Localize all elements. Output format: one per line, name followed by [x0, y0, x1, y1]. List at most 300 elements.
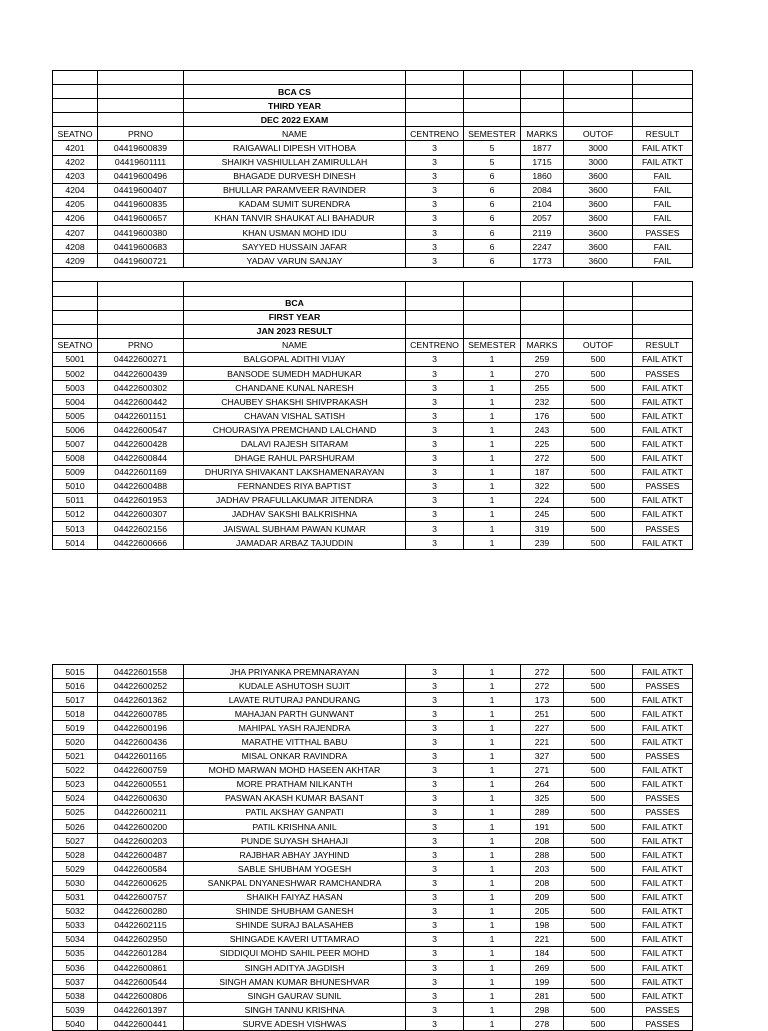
cell-marks: 1773 — [521, 254, 564, 268]
cell-seatno: 5033 — [53, 918, 98, 932]
cell-seatno: 5028 — [53, 848, 98, 862]
cell-seatno: 5040 — [53, 1017, 98, 1031]
cell-prno: 04422602115 — [98, 918, 184, 932]
cell-result: FAIL — [633, 240, 693, 254]
cell-seatno: 5032 — [53, 904, 98, 918]
cell-seatno: 4207 — [53, 226, 98, 240]
cell-semester: 6 — [464, 169, 521, 183]
cell-prno: 04422600861 — [98, 960, 184, 974]
cell-outof: 500 — [564, 451, 633, 465]
cell-prno: 04422601397 — [98, 1003, 184, 1017]
empty-cell — [98, 99, 184, 113]
cell-centreno: 3 — [406, 183, 464, 197]
cell-prno: 04422600211 — [98, 805, 184, 819]
cell-marks: 184 — [521, 946, 564, 960]
section-title: BCA — [184, 296, 406, 310]
cell-marks: 270 — [521, 366, 564, 380]
cell-prno: 04422600442 — [98, 395, 184, 409]
cell-outof: 500 — [564, 763, 633, 777]
cell-marks: 269 — [521, 960, 564, 974]
cell-name: MOHD MARWAN MOHD HASEEN AKHTAR — [184, 763, 406, 777]
cell-outof: 500 — [564, 834, 633, 848]
cell-prno: 04422602950 — [98, 932, 184, 946]
cell-centreno: 3 — [406, 409, 464, 423]
cell-prno: 04422600436 — [98, 735, 184, 749]
table-row — [53, 721, 693, 735]
cell-name: SINGH TANNU KRISHNA — [184, 1003, 406, 1017]
table-row — [53, 876, 693, 890]
cell-name: RAJBHAR ABHAY JAYHIND — [184, 848, 406, 862]
cell-prno: 04422600551 — [98, 777, 184, 791]
cell-prno: 04422602156 — [98, 522, 184, 536]
empty-cell — [633, 268, 693, 282]
empty-cell — [564, 85, 633, 99]
cell-result: FAIL ATKT — [633, 876, 693, 890]
cell-marks: 225 — [521, 437, 564, 451]
cell-semester: 1 — [464, 862, 521, 876]
cell-semester: 1 — [464, 679, 521, 693]
cell-seatno: 4205 — [53, 197, 98, 211]
cell-seatno: 5026 — [53, 820, 98, 834]
cell-semester: 1 — [464, 522, 521, 536]
cell-centreno: 3 — [406, 693, 464, 707]
table-row — [53, 665, 693, 679]
cell-name: SANKPAL DNYANESHWAR RAMCHANDRA — [184, 876, 406, 890]
empty-cell — [53, 310, 98, 324]
cell-name: SHINDE SHUBHAM GANESH — [184, 904, 406, 918]
cell-outof: 500 — [564, 960, 633, 974]
empty-cell — [464, 282, 521, 296]
header-outof: OUTOF — [564, 338, 633, 352]
cell-name: SIDDIQUI MOHD SAHIL PEER MOHD — [184, 946, 406, 960]
cell-prno: 04422600785 — [98, 707, 184, 721]
cell-outof: 3600 — [564, 226, 633, 240]
cell-centreno: 3 — [406, 848, 464, 862]
cell-centreno: 3 — [406, 240, 464, 254]
cell-prno: 04422600203 — [98, 834, 184, 848]
cell-centreno: 3 — [406, 932, 464, 946]
cell-centreno: 3 — [406, 254, 464, 268]
cell-prno: 04422600759 — [98, 763, 184, 777]
cell-centreno: 3 — [406, 975, 464, 989]
section-title: DEC 2022 EXAM — [184, 113, 406, 127]
empty-cell — [406, 268, 464, 282]
empty-cell — [406, 71, 464, 85]
cell-centreno: 3 — [406, 862, 464, 876]
cell-semester: 1 — [464, 493, 521, 507]
header-centreno: CENTRENO — [406, 338, 464, 352]
cell-seatno: 5015 — [53, 665, 98, 679]
cell-name: MORE PRATHAM NILKANTH — [184, 777, 406, 791]
cell-marks: 281 — [521, 989, 564, 1003]
section-title-row — [53, 310, 693, 324]
cell-semester: 1 — [464, 763, 521, 777]
table-row — [53, 155, 693, 169]
table-row — [53, 777, 693, 791]
cell-result: FAIL ATKT — [633, 918, 693, 932]
empty-cell — [521, 113, 564, 127]
cell-outof: 500 — [564, 848, 633, 862]
cell-seatno: 5014 — [53, 536, 98, 550]
cell-seatno: 5036 — [53, 960, 98, 974]
cell-seatno: 5027 — [53, 834, 98, 848]
empty-cell — [564, 296, 633, 310]
cell-result: FAIL ATKT — [633, 409, 693, 423]
cell-centreno: 3 — [406, 395, 464, 409]
table-row — [53, 352, 693, 366]
table-row — [53, 522, 693, 536]
cell-name: SINGH AMAN KUMAR BHUNESHVAR — [184, 975, 406, 989]
empty-cell — [406, 85, 464, 99]
cell-result: FAIL ATKT — [633, 946, 693, 960]
cell-outof: 500 — [564, 805, 633, 819]
cell-prno: 04419600657 — [98, 211, 184, 225]
cell-semester: 1 — [464, 352, 521, 366]
section-title-row — [53, 324, 693, 338]
cell-result: FAIL ATKT — [633, 848, 693, 862]
empty-cell — [98, 71, 184, 85]
cell-result: FAIL — [633, 197, 693, 211]
cell-seatno: 5039 — [53, 1003, 98, 1017]
cell-result: FAIL ATKT — [633, 707, 693, 721]
cell-marks: 198 — [521, 918, 564, 932]
cell-result: PASSES — [633, 226, 693, 240]
cell-name: SURVE ADESH VISHWAS — [184, 1017, 406, 1031]
cell-centreno: 3 — [406, 211, 464, 225]
cell-outof: 500 — [564, 1017, 633, 1031]
cell-semester: 1 — [464, 932, 521, 946]
header-seatno: SEATNO — [53, 127, 98, 141]
table-row — [53, 791, 693, 805]
cell-semester: 1 — [464, 665, 521, 679]
cell-result: FAIL ATKT — [633, 451, 693, 465]
table-row — [53, 834, 693, 848]
cell-semester: 6 — [464, 254, 521, 268]
empty-cell — [98, 282, 184, 296]
cell-outof: 3600 — [564, 211, 633, 225]
cell-name: SINGH GAURAV SUNIL — [184, 989, 406, 1003]
table-row — [53, 693, 693, 707]
cell-result: FAIL ATKT — [633, 693, 693, 707]
cell-centreno: 3 — [406, 679, 464, 693]
table-row — [53, 437, 693, 451]
cell-marks: 319 — [521, 522, 564, 536]
header-result: RESULT — [633, 338, 693, 352]
section-title: JAN 2023 RESULT — [184, 324, 406, 338]
cell-seatno: 5034 — [53, 932, 98, 946]
cell-prno: 04422600307 — [98, 507, 184, 521]
cell-centreno: 3 — [406, 735, 464, 749]
cell-marks: 327 — [521, 749, 564, 763]
cell-name: JAMADAR ARBAZ TAJUDDIN — [184, 536, 406, 550]
cell-name: PASWAN AKASH KUMAR BASANT — [184, 791, 406, 805]
table-row — [53, 141, 693, 155]
cell-result: FAIL ATKT — [633, 763, 693, 777]
cell-name: JHA PRIYANKA PREMNARAYAN — [184, 665, 406, 679]
results-table-bottom — [52, 664, 693, 1031]
cell-name: KHAN TANVIR SHAUKAT ALI BAHADUR — [184, 211, 406, 225]
cell-centreno: 3 — [406, 904, 464, 918]
empty-cell — [464, 85, 521, 99]
empty-cell — [464, 113, 521, 127]
cell-outof: 500 — [564, 1003, 633, 1017]
cell-centreno: 3 — [406, 834, 464, 848]
cell-centreno: 3 — [406, 820, 464, 834]
cell-seatno: 5019 — [53, 721, 98, 735]
cell-name: CHOURASIYA PREMCHAND LALCHAND — [184, 423, 406, 437]
table-row — [53, 862, 693, 876]
section-title-row — [53, 99, 693, 113]
cell-result: FAIL ATKT — [633, 904, 693, 918]
empty-cell — [521, 99, 564, 113]
blank-row — [53, 71, 693, 85]
cell-name: JADHAV PRAFULLAKUMAR JITENDRA — [184, 493, 406, 507]
empty-cell — [53, 296, 98, 310]
table-row — [53, 918, 693, 932]
section-title: BCA CS — [184, 85, 406, 99]
empty-cell — [633, 113, 693, 127]
cell-outof: 500 — [564, 409, 633, 423]
empty-cell — [564, 324, 633, 338]
table-row — [53, 932, 693, 946]
cell-marks: 187 — [521, 465, 564, 479]
cell-marks: 209 — [521, 890, 564, 904]
cell-outof: 500 — [564, 820, 633, 834]
cell-marks: 278 — [521, 1017, 564, 1031]
cell-outof: 500 — [564, 932, 633, 946]
cell-marks: 245 — [521, 507, 564, 521]
cell-marks: 272 — [521, 665, 564, 679]
cell-marks: 1877 — [521, 141, 564, 155]
cell-prno: 04419601111 — [98, 155, 184, 169]
cell-seatno: 5008 — [53, 451, 98, 465]
cell-marks: 325 — [521, 791, 564, 805]
cell-outof: 500 — [564, 465, 633, 479]
cell-semester: 1 — [464, 409, 521, 423]
table-row — [53, 381, 693, 395]
cell-prno: 04422600439 — [98, 366, 184, 380]
cell-marks: 251 — [521, 707, 564, 721]
cell-seatno: 4206 — [53, 211, 98, 225]
cell-centreno: 3 — [406, 381, 464, 395]
table-row — [53, 536, 693, 550]
cell-outof: 3600 — [564, 169, 633, 183]
cell-name: MARATHE VITTHAL BABU — [184, 735, 406, 749]
cell-name: BHULLAR PARAMVEER RAVINDER — [184, 183, 406, 197]
header-centreno: CENTRENO — [406, 127, 464, 141]
cell-semester: 1 — [464, 975, 521, 989]
cell-seatno: 5005 — [53, 409, 98, 423]
cell-semester: 1 — [464, 989, 521, 1003]
header-prno: PRNO — [98, 338, 184, 352]
cell-result: FAIL ATKT — [633, 465, 693, 479]
cell-marks: 1715 — [521, 155, 564, 169]
header-name: NAME — [184, 338, 406, 352]
cell-prno: 04422600630 — [98, 791, 184, 805]
cell-outof: 500 — [564, 946, 633, 960]
cell-outof: 500 — [564, 876, 633, 890]
cell-outof: 500 — [564, 381, 633, 395]
table-row — [53, 465, 693, 479]
cell-prno: 04419600380 — [98, 226, 184, 240]
header-seatno: SEATNO — [53, 338, 98, 352]
table-row — [53, 735, 693, 749]
section-title-row — [53, 296, 693, 310]
cell-prno: 04422601953 — [98, 493, 184, 507]
cell-result: FAIL ATKT — [633, 155, 693, 169]
cell-result: FAIL ATKT — [633, 395, 693, 409]
cell-seatno: 5020 — [53, 735, 98, 749]
results-table-top — [52, 70, 693, 550]
cell-name: YADAV VARUN SANJAY — [184, 254, 406, 268]
table-row — [53, 493, 693, 507]
cell-centreno: 3 — [406, 536, 464, 550]
cell-name: BANSODE SUMEDH MADHUKAR — [184, 366, 406, 380]
cell-semester: 1 — [464, 707, 521, 721]
empty-cell — [406, 310, 464, 324]
cell-semester: 1 — [464, 423, 521, 437]
cell-seatno: 5017 — [53, 693, 98, 707]
cell-prno: 04422600666 — [98, 536, 184, 550]
cell-prno: 04422600547 — [98, 423, 184, 437]
cell-marks: 322 — [521, 479, 564, 493]
cell-outof: 500 — [564, 479, 633, 493]
cell-result: FAIL ATKT — [633, 932, 693, 946]
table-row — [53, 820, 693, 834]
cell-centreno: 3 — [406, 946, 464, 960]
cell-semester: 1 — [464, 848, 521, 862]
cell-marks: 199 — [521, 975, 564, 989]
cell-seatno: 5029 — [53, 862, 98, 876]
empty-cell — [633, 310, 693, 324]
cell-semester: 1 — [464, 791, 521, 805]
cell-prno: 04422600844 — [98, 451, 184, 465]
cell-marks: 2119 — [521, 226, 564, 240]
cell-prno: 04422601284 — [98, 946, 184, 960]
cell-marks: 259 — [521, 352, 564, 366]
cell-marks: 289 — [521, 805, 564, 819]
cell-seatno: 5037 — [53, 975, 98, 989]
cell-centreno: 3 — [406, 423, 464, 437]
cell-prno: 04419600496 — [98, 169, 184, 183]
cell-outof: 500 — [564, 366, 633, 380]
cell-seatno: 5010 — [53, 479, 98, 493]
empty-cell — [98, 324, 184, 338]
cell-marks: 208 — [521, 834, 564, 848]
cell-outof: 500 — [564, 707, 633, 721]
cell-prno: 04422600806 — [98, 989, 184, 1003]
cell-seatno: 5012 — [53, 507, 98, 521]
empty-cell — [53, 85, 98, 99]
empty-cell — [98, 113, 184, 127]
empty-cell — [633, 85, 693, 99]
cell-outof: 3000 — [564, 155, 633, 169]
empty-cell — [184, 268, 406, 282]
empty-cell — [464, 268, 521, 282]
cell-prno: 04422600487 — [98, 848, 184, 862]
cell-semester: 5 — [464, 155, 521, 169]
header-name: NAME — [184, 127, 406, 141]
cell-centreno: 3 — [406, 141, 464, 155]
cell-prno: 04422600200 — [98, 820, 184, 834]
cell-semester: 6 — [464, 211, 521, 225]
column-header-row — [53, 127, 693, 141]
cell-semester: 1 — [464, 465, 521, 479]
cell-outof: 500 — [564, 791, 633, 805]
cell-semester: 6 — [464, 240, 521, 254]
cell-semester: 1 — [464, 507, 521, 521]
cell-marks: 272 — [521, 451, 564, 465]
cell-seatno: 5031 — [53, 890, 98, 904]
cell-outof: 500 — [564, 679, 633, 693]
cell-seatno: 5024 — [53, 791, 98, 805]
cell-marks: 176 — [521, 409, 564, 423]
cell-seatno: 5004 — [53, 395, 98, 409]
cell-result: PASSES — [633, 679, 693, 693]
table-row — [53, 240, 693, 254]
cell-centreno: 3 — [406, 721, 464, 735]
header-marks: MARKS — [521, 338, 564, 352]
cell-result: FAIL ATKT — [633, 423, 693, 437]
cell-prno: 04419600839 — [98, 141, 184, 155]
cell-marks: 203 — [521, 862, 564, 876]
table-row — [53, 960, 693, 974]
cell-centreno: 3 — [406, 465, 464, 479]
header-semester: SEMESTER — [464, 127, 521, 141]
cell-prno: 04422600302 — [98, 381, 184, 395]
empty-cell — [406, 324, 464, 338]
cell-semester: 1 — [464, 536, 521, 550]
cell-marks: 173 — [521, 693, 564, 707]
cell-outof: 500 — [564, 437, 633, 451]
cell-name: MISAL ONKAR RAVINDRA — [184, 749, 406, 763]
header-marks: MARKS — [521, 127, 564, 141]
cell-outof: 3600 — [564, 240, 633, 254]
empty-cell — [53, 99, 98, 113]
table-row — [53, 226, 693, 240]
empty-cell — [464, 310, 521, 324]
table-row — [53, 989, 693, 1003]
table-row — [53, 1003, 693, 1017]
cell-semester: 1 — [464, 437, 521, 451]
cell-seatno: 5013 — [53, 522, 98, 536]
cell-centreno: 3 — [406, 226, 464, 240]
empty-cell — [521, 282, 564, 296]
table-row — [53, 707, 693, 721]
table-row — [53, 890, 693, 904]
empty-cell — [53, 113, 98, 127]
cell-centreno: 3 — [406, 197, 464, 211]
empty-cell — [521, 310, 564, 324]
cell-centreno: 3 — [406, 890, 464, 904]
empty-cell — [184, 71, 406, 85]
cell-prno: 04419600835 — [98, 197, 184, 211]
cell-prno: 04422601362 — [98, 693, 184, 707]
table-row — [53, 183, 693, 197]
empty-cell — [521, 296, 564, 310]
cell-outof: 500 — [564, 890, 633, 904]
cell-result: FAIL ATKT — [633, 536, 693, 550]
cell-centreno: 3 — [406, 507, 464, 521]
cell-marks: 221 — [521, 735, 564, 749]
cell-result: FAIL ATKT — [633, 352, 693, 366]
table-row — [53, 763, 693, 777]
cell-semester: 6 — [464, 197, 521, 211]
spacer-row — [53, 268, 693, 282]
cell-name: RAIGAWALI DIPESH VITHOBA — [184, 141, 406, 155]
table-row — [53, 211, 693, 225]
empty-cell — [464, 324, 521, 338]
